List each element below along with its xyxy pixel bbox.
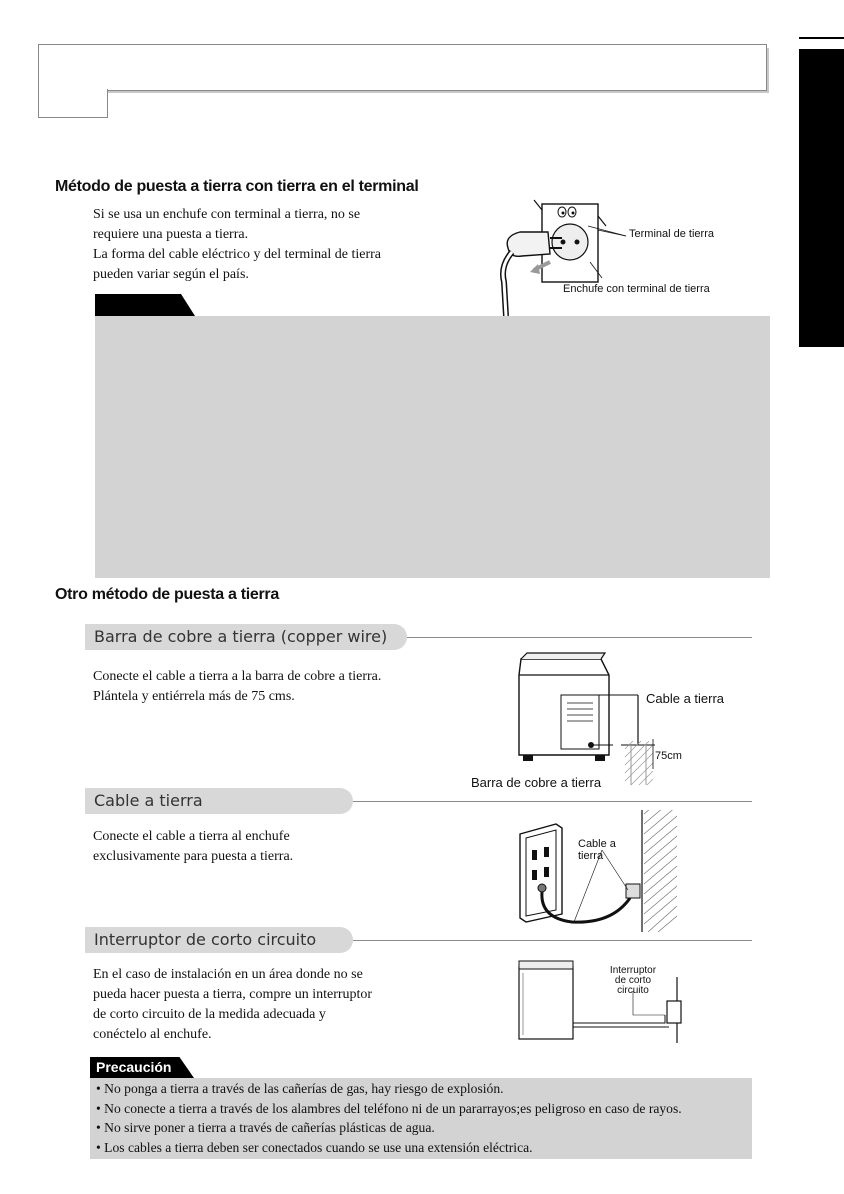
figure-label-terminal: Terminal de tierra <box>629 228 714 240</box>
figure-label-plug: Enchufe con terminal de tierra <box>563 283 710 295</box>
text-line: de corto circuito de la medida adecuada y <box>93 1007 326 1022</box>
figure-label-breaker-line: de corto <box>614 975 652 986</box>
figure-label-depth: 75cm <box>655 750 682 762</box>
subsection-rule <box>353 801 752 802</box>
caution-box <box>90 1078 752 1159</box>
text-line: exclusivamente para puesta a tierra. <box>93 849 294 864</box>
header-frame <box>38 44 767 91</box>
figure-label-cable-1: Cable a <box>578 838 616 850</box>
text-line: pueden variar según el país. <box>93 267 249 282</box>
text-line: La forma del cable eléctrico y del terminal de tierra <box>93 247 382 262</box>
text-line: Plántela y entiérrela más de 75 cms. <box>93 689 295 704</box>
caution-item: • No conecte a tierra a través de los alambres del teléfono ni de un pararrayos;es peligroso en caso de rayos. <box>96 1100 682 1116</box>
header-frame-tab <box>38 89 108 118</box>
subsection-body-circuit-breaker <box>93 965 423 1045</box>
figure-label-breaker-line: circuito <box>617 985 649 996</box>
washer-copper-bar-illustration <box>505 645 675 793</box>
note-box <box>95 316 770 578</box>
caution-item: • No ponga a tierra a través de las cañerías de gas, hay riesgo de explosión. <box>96 1081 504 1096</box>
figure-label-cable-2: tierra <box>578 850 604 862</box>
text-line: pueda hacer puesta a tierra, compre un interruptor <box>93 987 373 1002</box>
figure-label-breaker-line: Interruptor <box>609 965 657 976</box>
subsection-body-copper-bar <box>93 667 423 707</box>
text-line: conéctelo al enchufe. <box>93 1027 212 1042</box>
caution-item: • No sirve poner a tierra a través de cañerías plásticas de agua. <box>96 1120 435 1135</box>
subsection-body-ground-cable <box>93 827 393 867</box>
section-body-terminal-grounding <box>93 205 423 285</box>
subsection-rule <box>353 940 752 941</box>
caution-label: Precaución <box>96 1059 172 1075</box>
subsection-heading-circuit-breaker: Interruptor de corto circuito <box>85 927 353 953</box>
breaker-illustration <box>515 955 690 1045</box>
side-chapter-tab <box>799 49 844 347</box>
figure-label-cable: Cable a tierra <box>646 691 725 706</box>
caution-item: • Los cables a tierra deben ser conectados cuando se use una extensión eléctrica. <box>96 1139 533 1155</box>
section-title-other-grounding: Otro método de puesta a tierra <box>55 586 279 603</box>
figure-label-breaker <box>608 966 658 996</box>
subsection-rule <box>407 637 752 638</box>
note-tab <box>95 294 195 316</box>
text-line: Conecte el cable a tierra al enchufe <box>93 829 290 844</box>
text-line: En el caso de instalación en un área donde no se <box>93 967 363 982</box>
subsection-heading-ground-cable: Cable a tierra <box>85 788 353 814</box>
text-line: Si se usa un enchufe con terminal a tierra, no se <box>93 207 361 222</box>
subsection-heading-copper-bar: Barra de cobre a tierra (copper wire) <box>85 624 407 650</box>
grounded-plug-illustration <box>490 196 730 316</box>
text-line: Conecte el cable a tierra a la barra de cobre a tierra. <box>93 669 382 684</box>
side-tab-rule <box>799 37 844 39</box>
text-line: requiere una puesta a tierra. <box>93 227 249 242</box>
figure-label-copper-bar: Barra de cobre a tierra <box>471 775 602 790</box>
wall-outlet-illustration <box>512 810 677 932</box>
section-title-terminal-grounding: Método de puesta a tierra con tierra en el terminal <box>55 178 419 195</box>
